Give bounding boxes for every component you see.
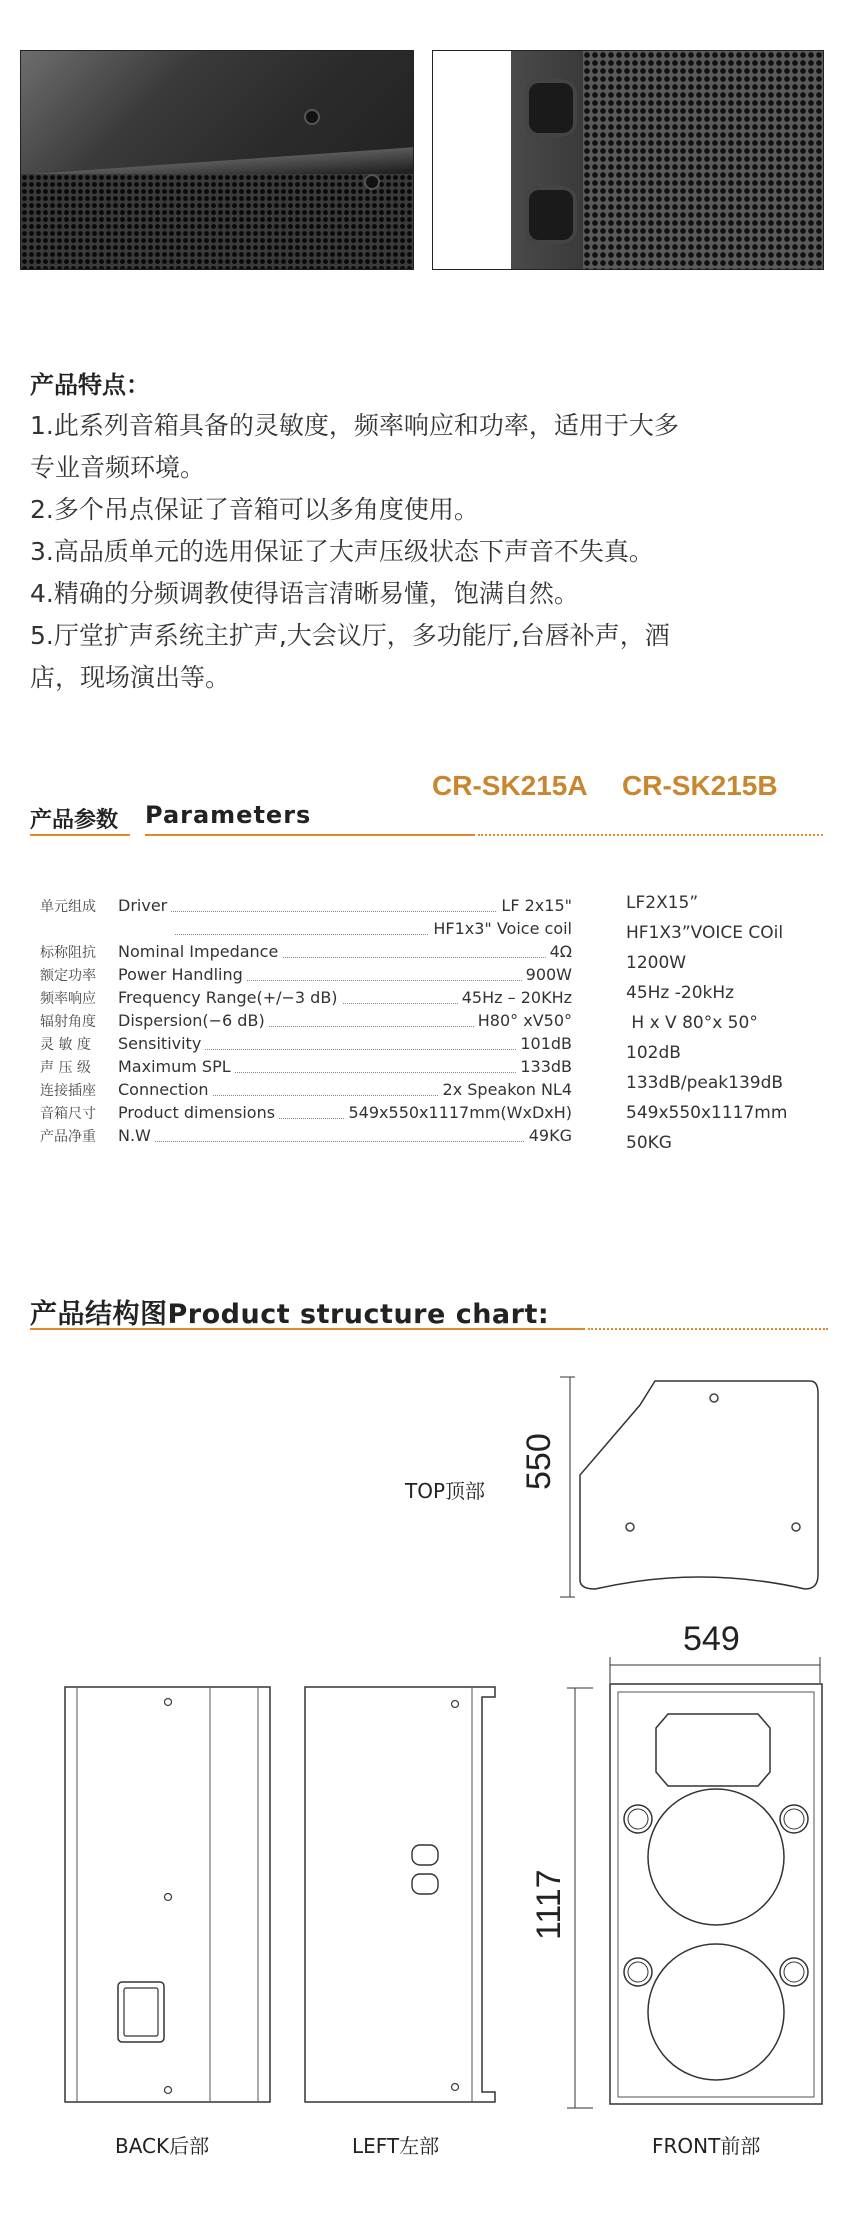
divider: [30, 834, 130, 836]
model-b-value: 133dB/peak139dB: [626, 1073, 784, 1093]
param-row: [40, 965, 572, 988]
param-cn: 灵 敏 度: [40, 1037, 91, 1053]
dimension-line: [565, 1686, 595, 2110]
height-dimension: 1117: [530, 1869, 568, 1940]
param-value: 900W: [522, 965, 572, 984]
dimension-line: [608, 1655, 823, 1685]
back-view-label: BACK后部: [115, 2134, 210, 2158]
width-dimension: 549: [683, 1620, 740, 1658]
param-cn: 产品净重: [40, 1129, 96, 1145]
param-row: [40, 1103, 572, 1126]
param-cn: 单元组成: [40, 899, 96, 915]
front-view-label: FRONT前部: [652, 2134, 761, 2158]
param-row: [40, 1034, 572, 1057]
param-value: LF 2x15": [497, 896, 572, 915]
param-en: Connection: [118, 1080, 213, 1099]
param-value: 2x Speakon NL4: [439, 1080, 572, 1099]
divider: [145, 834, 475, 836]
model-b-value: 45Hz -20kHz: [626, 983, 735, 1003]
param-en: Power Handling: [118, 965, 247, 984]
param-en: Frequency Range(+/−3 dB): [118, 988, 342, 1007]
handle-icon: [525, 79, 577, 137]
model-b-value: HF1X3”VOICE COil: [626, 923, 784, 943]
param-cn: 频率响应: [40, 991, 96, 1007]
handle-icon: [525, 186, 577, 244]
param-en: Dispersion(−6 dB): [118, 1011, 269, 1030]
param-cn: 声 压 级: [40, 1060, 91, 1076]
param-row: [40, 1080, 572, 1103]
param-row: [40, 1057, 572, 1080]
front-view-drawing: [608, 1682, 828, 2107]
top-view-drawing: [560, 1375, 830, 1595]
back-view-drawing: [60, 1682, 280, 2107]
feature-line: 2.多个吊点保证了音箱可以多角度使用。: [30, 495, 479, 524]
param-value: 4Ω: [546, 942, 572, 961]
feature-line: 4.精确的分频调教使得语言清晰易懂，饱满自然。: [30, 579, 579, 608]
bolt-icon: [306, 111, 318, 123]
speaker-corner-photo: [20, 50, 414, 270]
param-cn: 辐射角度: [40, 1014, 96, 1030]
feature-line: 1.此系列音箱具备的灵敏度，频率响应和功率，适用于大多: [30, 411, 679, 440]
feature-line: 专业音频环境。: [30, 453, 206, 482]
param-row: [40, 1011, 572, 1034]
grille-mesh: [583, 51, 823, 269]
param-en: Product dimensions: [118, 1103, 279, 1122]
divider: [30, 1328, 585, 1330]
model-b-value: 1200W: [626, 953, 687, 973]
divider: [588, 1328, 828, 1330]
param-value: 101dB: [516, 1034, 572, 1053]
model-b-value: LF2X15”: [626, 893, 699, 913]
model-b-value: 102dB: [626, 1043, 681, 1063]
param-row: [40, 942, 572, 965]
param-en: Nominal Impedance: [118, 942, 282, 961]
feature-line: 5.厅堂扩声系统主扩声,大会议厅，多功能厅,台唇补声，酒: [30, 621, 670, 650]
depth-dimension: 550: [520, 1433, 558, 1490]
param-value: 49KG: [525, 1126, 572, 1145]
param-cn: 连接插座: [40, 1083, 96, 1099]
features-title: 产品特点：: [30, 371, 150, 399]
structure-title: 产品结构图Product structure chart:: [30, 1299, 550, 1330]
model-b-value: H x V 80°x 50°: [626, 1013, 758, 1033]
top-view-label: TOP顶部: [405, 1479, 486, 1503]
param-en: Driver: [118, 896, 171, 915]
param-value: 45Hz – 20KHz: [458, 988, 572, 1007]
param-row: [40, 896, 572, 919]
param-value: HF1x3" Voice coil: [429, 919, 572, 938]
model-b-value: 549x550x1117mm: [626, 1103, 788, 1123]
params-title-cn: 产品参数: [30, 808, 119, 833]
speaker-side-handle-photo: [432, 50, 824, 270]
left-view-label: LEFT左部: [352, 2134, 440, 2158]
param-row: [40, 988, 572, 1011]
bolt-icon: [366, 176, 378, 188]
param-cn: 额定功率: [40, 968, 96, 984]
grille-mesh: [21, 174, 413, 269]
param-cn: 标称阻抗: [40, 945, 96, 961]
param-value: 549x550x1117mm(WxDxH): [345, 1103, 573, 1122]
param-value: H80° xV50°: [474, 1011, 572, 1030]
divider: [478, 834, 823, 836]
param-cn: 音箱尺寸: [40, 1106, 96, 1122]
params-title-en: Parameters: [145, 801, 312, 829]
feature-line: 3.高品质单元的选用保证了大声压级状态下声音不失真。: [30, 537, 654, 566]
param-value: 133dB: [516, 1057, 572, 1076]
left-view-drawing: [300, 1682, 515, 2107]
model-b-value: 50KG: [626, 1133, 672, 1153]
param-en: Sensitivity: [118, 1034, 205, 1053]
param-row: [40, 1126, 572, 1149]
param-en: N.W: [118, 1126, 155, 1145]
model-b-label: CR-SK215B: [622, 770, 778, 801]
feature-line: 店，现场演出等。: [30, 663, 231, 692]
param-row: [40, 919, 572, 942]
model-a-label: CR-SK215A: [432, 770, 588, 801]
param-en: Maximum SPL: [118, 1057, 235, 1076]
